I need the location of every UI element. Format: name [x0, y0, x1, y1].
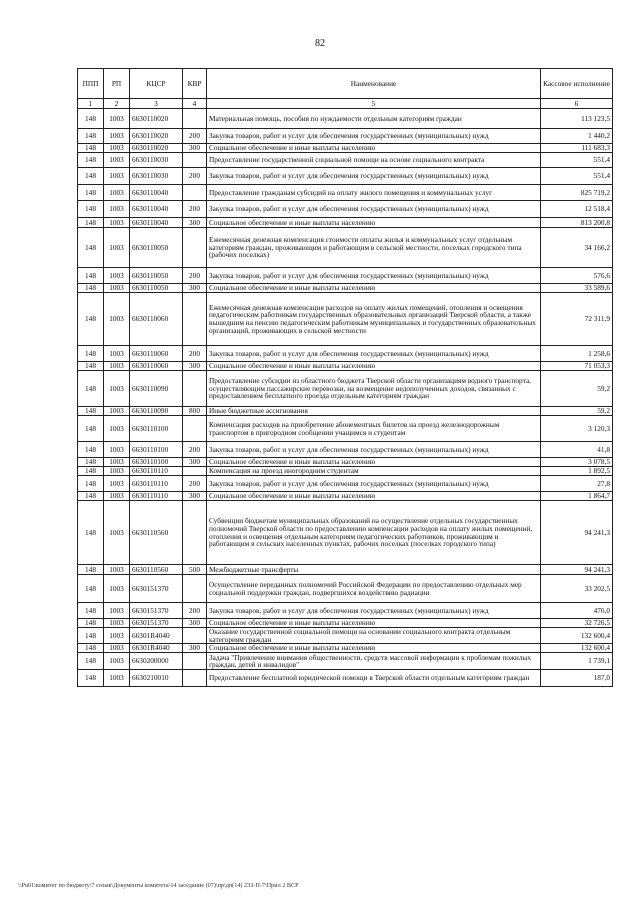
rp-cell: 1003: [104, 628, 130, 644]
table-row: [78, 228, 613, 268]
rp-cell: 1003: [104, 346, 130, 362]
table-row: [78, 144, 613, 153]
kvr-cell: 200: [183, 268, 207, 284]
name-cell: Социальное обеспечение и иные выплаты населению: [207, 144, 541, 153]
rp-cell: 1003: [104, 416, 130, 442]
name-cell: Задача "Привлечение внимания общественности, средств массовой информации к проблемам пожилых граждан, детей и инвалидов": [207, 653, 541, 670]
table-row: [78, 416, 613, 442]
ppp-cell: 148: [78, 619, 104, 628]
ppp-cell: 148: [78, 416, 104, 442]
kvr-cell: 800: [183, 407, 207, 416]
amount-cell: 3 120,3: [541, 416, 613, 442]
kvr-cell: 200: [183, 201, 207, 218]
rp-cell: 1003: [104, 565, 130, 575]
name-cell: Социальное обеспечение и иные выплаты населению: [207, 619, 541, 628]
table-row: [78, 346, 613, 362]
kvr-cell: [183, 109, 207, 129]
rp-cell: 1003: [104, 501, 130, 565]
kcsr-cell: 6630110100: [130, 458, 183, 467]
kcsr-cell: 6630110110: [130, 467, 183, 476]
rp-cell: 1003: [104, 129, 130, 144]
amount-cell: 825 719,2: [541, 185, 613, 201]
table-row: [78, 653, 613, 670]
amount-cell: 111 683,3: [541, 144, 613, 153]
rp-cell: 1003: [104, 371, 130, 407]
name-cell: Закупка товаров, работ и услуг для обеспечения государственных (муниципальных) нужд: [207, 201, 541, 218]
table-row: [78, 268, 613, 284]
kcsr-cell: 6630110050: [130, 284, 183, 293]
rp-cell: 1003: [104, 442, 130, 458]
rp-cell: 1003: [104, 644, 130, 653]
kvr-cell: [183, 575, 207, 603]
name-cell: Закупка товаров, работ и услуг для обеспечения государственных (муниципальных) нужд: [207, 442, 541, 458]
rp-cell: 1003: [104, 185, 130, 201]
kvr-cell: 300: [183, 144, 207, 153]
name-cell: Социальное обеспечение и иные выплаты населению: [207, 218, 541, 228]
table-row: [78, 293, 613, 346]
rp-cell: 1003: [104, 153, 130, 168]
name-cell: Предоставление субсидии из областного бюджета Тверской области организациям водного транспорта, осуществляющим пассажирские перевозки, на возмещение недополученных доходов, связанных с предоставлением бесплатного проезда отдельным категориям граждан: [207, 371, 541, 407]
ppp-cell: 148: [78, 293, 104, 346]
column-number: 6: [541, 99, 613, 109]
column-number: 1: [78, 99, 104, 109]
ppp-cell: 148: [78, 670, 104, 687]
kcsr-cell: 6630151370: [130, 619, 183, 628]
rp-cell: 1003: [104, 362, 130, 371]
rp-cell: 1003: [104, 168, 130, 185]
table-row: [78, 218, 613, 228]
rp-cell: 1003: [104, 144, 130, 153]
kcsr-cell: 6630110020: [130, 109, 183, 129]
table-row: [78, 575, 613, 603]
table-row: [78, 670, 613, 687]
table-row: [78, 458, 613, 467]
name-cell: Закупка товаров, работ и услуг для обеспечения государственных (муниципальных) нужд: [207, 268, 541, 284]
amount-cell: 41,8: [541, 442, 613, 458]
amount-cell: 576,6: [541, 268, 613, 284]
kvr-cell: [183, 153, 207, 168]
amount-cell: 1 440,2: [541, 129, 613, 144]
ppp-cell: 148: [78, 644, 104, 653]
header-kvr: КВР: [183, 69, 207, 99]
ppp-cell: 148: [78, 144, 104, 153]
ppp-cell: 148: [78, 565, 104, 575]
amount-cell: 551,4: [541, 153, 613, 168]
kcsr-cell: 6630151370: [130, 575, 183, 603]
table-row: [78, 109, 613, 129]
kvr-cell: 200: [183, 168, 207, 185]
amount-cell: 33 589,6: [541, 284, 613, 293]
name-cell: Межбюджетные трансферты: [207, 565, 541, 575]
rp-cell: 1003: [104, 670, 130, 687]
name-cell: Закупка товаров, работ и услуг для обеспечения государственных (муниципальных) нужд: [207, 603, 541, 619]
file-path-footer: \\Pu01\комитет по бюджету\7 созыв\Документы комитета\14 заседание (07)\пр\дп(14) 233-П-7\Прил 2 ВСР: [18, 882, 299, 889]
kvr-cell: [183, 293, 207, 346]
table-row: [78, 153, 613, 168]
kcsr-cell: 6630110110: [130, 476, 183, 492]
ppp-cell: 148: [78, 218, 104, 228]
kvr-cell: [183, 628, 207, 644]
budget-execution-table: [77, 68, 613, 687]
name-cell: Социальное обеспечение и иные выплаты населению: [207, 362, 541, 371]
kvr-cell: [183, 670, 207, 687]
amount-cell: 132 600,4: [541, 644, 613, 653]
name-cell: Оказание государственной социальной помощи на основании социального контракта отдельным категориям граждан: [207, 628, 541, 644]
rp-cell: 1003: [104, 293, 130, 346]
amount-cell: 27,8: [541, 476, 613, 492]
ppp-cell: 148: [78, 201, 104, 218]
kcsr-cell: 6630110030: [130, 168, 183, 185]
kvr-cell: 300: [183, 458, 207, 467]
rp-cell: 1003: [104, 284, 130, 293]
table-row: [78, 644, 613, 653]
rp-cell: 1003: [104, 476, 130, 492]
amount-cell: 12 518,4: [541, 201, 613, 218]
ppp-cell: 148: [78, 458, 104, 467]
ppp-cell: 148: [78, 467, 104, 476]
rp-cell: 1003: [104, 109, 130, 129]
rp-cell: 1003: [104, 467, 130, 476]
kcsr-cell: 6630110020: [130, 129, 183, 144]
kcsr-cell: 66301R4040: [130, 644, 183, 653]
name-cell: Ежемесячная денежная компенсация расходов на оплату жилых помещений, отопления и освещения педагогическим работникам государственных образовательных организаций Тверской области, а также вышедшим на пенсию педагогическим работникам муниципальных и государственных образовательных организаций, проживающих в сельской местности: [207, 293, 541, 346]
name-cell: Закупка товаров, работ и услуг для обеспечения государственных (муниципальных) нужд: [207, 476, 541, 492]
ppp-cell: 148: [78, 362, 104, 371]
kcsr-cell: 6630110050: [130, 268, 183, 284]
kvr-cell: 300: [183, 492, 207, 501]
kvr-cell: 200: [183, 603, 207, 619]
amount-cell: 3 078,5: [541, 458, 613, 467]
column-number: 2: [104, 99, 130, 109]
kcsr-cell: 6630110100: [130, 416, 183, 442]
header-amount: Кассовое исполнение: [541, 69, 613, 99]
kvr-cell: 200: [183, 346, 207, 362]
rp-cell: 1003: [104, 201, 130, 218]
kcsr-cell: 6630110090: [130, 371, 183, 407]
table-row: [78, 467, 613, 476]
kcsr-cell: 6630110100: [130, 442, 183, 458]
table-row: [78, 185, 613, 201]
rp-cell: 1003: [104, 575, 130, 603]
kvr-cell: 300: [183, 284, 207, 293]
kcsr-cell: 6630200000: [130, 653, 183, 670]
amount-cell: 32 726,5: [541, 619, 613, 628]
table-row: [78, 362, 613, 371]
column-number-row: [78, 99, 613, 109]
rp-cell: 1003: [104, 619, 130, 628]
table-row: [78, 619, 613, 628]
kcsr-cell: 66301R4040: [130, 628, 183, 644]
ppp-cell: 148: [78, 476, 104, 492]
table-row: [78, 501, 613, 565]
name-cell: Компенсация на проезд иногородним студентам: [207, 467, 541, 476]
table-row: [78, 565, 613, 575]
ppp-cell: 148: [78, 501, 104, 565]
table-row: [78, 442, 613, 458]
rp-cell: 1003: [104, 603, 130, 619]
kcsr-cell: 6630110060: [130, 346, 183, 362]
table-row: [78, 407, 613, 416]
rp-cell: 1003: [104, 653, 130, 670]
name-cell: Материальная помощь, пособия по нуждаемости отдельным категориям граждан: [207, 109, 541, 129]
amount-cell: 72 311,9: [541, 293, 613, 346]
amount-cell: 476,0: [541, 603, 613, 619]
amount-cell: 1 258,6: [541, 346, 613, 362]
ppp-cell: 148: [78, 109, 104, 129]
ppp-cell: 148: [78, 168, 104, 185]
table-row: [78, 628, 613, 644]
kcsr-cell: 6630110040: [130, 218, 183, 228]
header-row: [78, 69, 613, 99]
name-cell: Социальное обеспечение и иные выплаты населению: [207, 492, 541, 501]
amount-cell: 1 864,7: [541, 492, 613, 501]
rp-cell: 1003: [104, 228, 130, 268]
ppp-cell: 148: [78, 407, 104, 416]
kvr-cell: [183, 228, 207, 268]
ppp-cell: 148: [78, 575, 104, 603]
amount-cell: 94 241,3: [541, 501, 613, 565]
kcsr-cell: 6630110110: [130, 492, 183, 501]
ppp-cell: 148: [78, 442, 104, 458]
amount-cell: 59,2: [541, 407, 613, 416]
ppp-cell: 148: [78, 228, 104, 268]
kcsr-cell: 6630110040: [130, 185, 183, 201]
column-number: 4: [183, 99, 207, 109]
rp-cell: 1003: [104, 218, 130, 228]
kcsr-cell: 6630110060: [130, 362, 183, 371]
kvr-cell: [183, 371, 207, 407]
ppp-cell: 148: [78, 346, 104, 362]
kvr-cell: 500: [183, 565, 207, 575]
name-cell: Иные бюджетные ассигнования: [207, 407, 541, 416]
table-row: [78, 168, 613, 185]
ppp-cell: 148: [78, 628, 104, 644]
kvr-cell: [183, 185, 207, 201]
amount-cell: 113 123,5: [541, 109, 613, 129]
ppp-cell: 148: [78, 653, 104, 670]
name-cell: Предоставление бесплатной юридической помощи в Тверской области отдельным категориям граждан: [207, 670, 541, 687]
name-cell: Социальное обеспечение и иные выплаты населению: [207, 644, 541, 653]
ppp-cell: 148: [78, 603, 104, 619]
amount-cell: 59,2: [541, 371, 613, 407]
kvr-cell: 300: [183, 644, 207, 653]
name-cell: Ежемесячная денежная компенсация стоимости оплаты жилья и коммунальных услуг отдельным категориям граждан, проживающим и работающим в сельской местности, поселках городского типа (рабочих поселках): [207, 228, 541, 268]
amount-cell: 34 166,2: [541, 228, 613, 268]
kcsr-cell: 6630110560: [130, 565, 183, 575]
name-cell: Закупка товаров, работ и услуг для обеспечения государственных (муниципальных) нужд: [207, 129, 541, 144]
rp-cell: 1003: [104, 458, 130, 467]
amount-cell: 551,4: [541, 168, 613, 185]
name-cell: Компенсация расходов на приобретение абонементных билетов на проезд железнодорожным транспортом в пригородном сообщении учащимся и студентам: [207, 416, 541, 442]
amount-cell: 813 200,8: [541, 218, 613, 228]
kcsr-cell: 6630151370: [130, 603, 183, 619]
table-row: [78, 371, 613, 407]
name-cell: Предоставление государственной социальной помощи на основе социального контракта: [207, 153, 541, 168]
kvr-cell: [183, 653, 207, 670]
amount-cell: 132 600,4: [541, 628, 613, 644]
kvr-cell: 300: [183, 619, 207, 628]
column-number: 3: [130, 99, 183, 109]
kvr-cell: 200: [183, 129, 207, 144]
kvr-cell: [183, 416, 207, 442]
kcsr-cell: 6630110040: [130, 201, 183, 218]
amount-cell: 1 892,5: [541, 467, 613, 476]
ppp-cell: 148: [78, 371, 104, 407]
name-cell: Социальное обеспечение и иные выплаты населению: [207, 458, 541, 467]
name-cell: Осуществление переданных полномочий Российской Федерации по предоставлению отдельных мер социальной поддержки граждан, подвергшихся воздействию радиации: [207, 575, 541, 603]
ppp-cell: 148: [78, 153, 104, 168]
table-row: [78, 284, 613, 293]
table-row: [78, 603, 613, 619]
rp-cell: 1003: [104, 268, 130, 284]
kcsr-cell: 6630110560: [130, 501, 183, 565]
amount-cell: 94 241,3: [541, 565, 613, 575]
kcsr-cell: 6630110030: [130, 153, 183, 168]
kcsr-cell: 6630110060: [130, 293, 183, 346]
header-name: Наименование: [207, 69, 541, 99]
kvr-cell: [183, 467, 207, 476]
table-row: [78, 476, 613, 492]
name-cell: Закупка товаров, работ и услуг для обеспечения государственных (муниципальных) нужд: [207, 346, 541, 362]
header-kcsr: КЦСР: [130, 69, 183, 99]
name-cell: Предоставление гражданам субсидий на оплату жилого помещения и коммунальных услуг: [207, 185, 541, 201]
ppp-cell: 148: [78, 492, 104, 501]
amount-cell: 71 053,3: [541, 362, 613, 371]
name-cell: Закупка товаров, работ и услуг для обеспечения государственных (муниципальных) нужд: [207, 168, 541, 185]
ppp-cell: 148: [78, 284, 104, 293]
kvr-cell: 300: [183, 362, 207, 371]
kcsr-cell: 6630110090: [130, 407, 183, 416]
name-cell: Социальное обеспечение и иные выплаты населению: [207, 284, 541, 293]
table-row: [78, 129, 613, 144]
table-row: [78, 201, 613, 218]
kcsr-cell: 6630110050: [130, 228, 183, 268]
ppp-cell: 148: [78, 268, 104, 284]
column-number: 5: [207, 99, 541, 109]
header-rp: РП: [104, 69, 130, 99]
amount-cell: 187,0: [541, 670, 613, 687]
name-cell: Субвенции бюджетам муниципальных образований на осуществление отдельных государственных полномочий Тверской области по предоставлению компенсации расходов на оплату жилых помещений, отопления и освещения отдельным категориям педагогических работников, проживающим и работающим в сельских населенных пунктах, рабочих поселках (поселках городского типа): [207, 501, 541, 565]
rp-cell: 1003: [104, 492, 130, 501]
amount-cell: 33 202,5: [541, 575, 613, 603]
kvr-cell: 200: [183, 476, 207, 492]
ppp-cell: 148: [78, 185, 104, 201]
page-number: 82: [315, 38, 325, 49]
kcsr-cell: 6630210010: [130, 670, 183, 687]
kcsr-cell: 6630110020: [130, 144, 183, 153]
table-row: [78, 492, 613, 501]
amount-cell: 1 739,1: [541, 653, 613, 670]
kvr-cell: [183, 501, 207, 565]
rp-cell: 1003: [104, 407, 130, 416]
header-ppp: ППП: [78, 69, 104, 99]
kvr-cell: 200: [183, 442, 207, 458]
ppp-cell: 148: [78, 129, 104, 144]
kvr-cell: 300: [183, 218, 207, 228]
